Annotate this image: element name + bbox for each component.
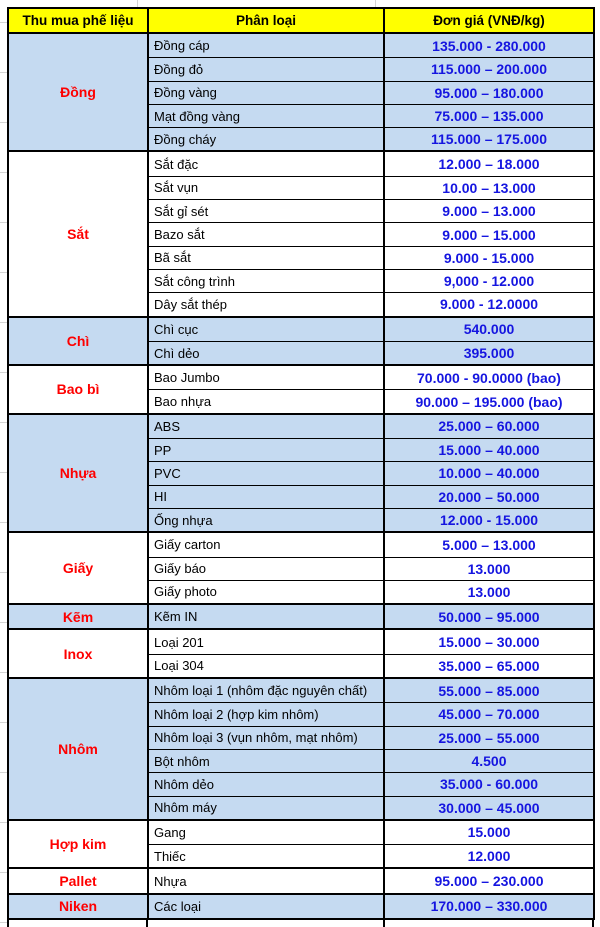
table-row bbox=[149, 654, 593, 677]
table-row bbox=[149, 749, 593, 772]
type-cell[interactable]: Nhôm máy bbox=[149, 797, 385, 819]
table-row bbox=[149, 726, 593, 749]
type-cell[interactable]: Bao Jumbo bbox=[149, 366, 385, 389]
type-cell[interactable]: Đồng đỏ bbox=[149, 58, 385, 80]
gridline-stub-vertical bbox=[137, 0, 138, 7]
price-cell[interactable]: 12.000 bbox=[467, 848, 511, 865]
price-table-body bbox=[9, 32, 593, 918]
table-row bbox=[149, 176, 593, 199]
price-cell[interactable]: 13.000 bbox=[467, 583, 511, 600]
gridline-stub-horizontal bbox=[0, 22, 7, 23]
type-cell[interactable]: Loại 201 bbox=[149, 630, 385, 653]
section bbox=[9, 531, 593, 603]
section-rows bbox=[149, 34, 593, 150]
category-cell[interactable]: Niken bbox=[9, 895, 149, 918]
section-rows bbox=[149, 630, 593, 677]
gridline-stub-horizontal bbox=[0, 122, 7, 123]
gridline-stub-horizontal bbox=[0, 622, 7, 623]
cutoff-row-border bbox=[383, 920, 385, 927]
table-row bbox=[149, 821, 593, 844]
type-cell[interactable]: Nhôm loại 2 (hợp kim nhôm) bbox=[149, 703, 385, 725]
type-cell[interactable]: Chì cục bbox=[149, 318, 385, 341]
section bbox=[9, 628, 593, 677]
section-rows bbox=[149, 318, 593, 365]
header-cell-price[interactable]: Đơn giá (VNĐ/kg) bbox=[433, 13, 545, 28]
category-cell[interactable]: Đồng bbox=[9, 34, 149, 150]
gridline-stub-horizontal bbox=[0, 472, 7, 473]
price-cell[interactable]: 35.000 – 65.000 bbox=[438, 657, 540, 674]
gridline-stub-horizontal bbox=[0, 822, 7, 823]
section bbox=[9, 819, 593, 868]
category-cell[interactable]: Bao bì bbox=[9, 366, 149, 413]
type-cell[interactable]: Loại 304 bbox=[149, 655, 385, 677]
table-row bbox=[149, 461, 593, 484]
table-row bbox=[149, 57, 593, 80]
section bbox=[9, 893, 593, 918]
type-cell[interactable]: Đồng vàng bbox=[149, 82, 385, 104]
price-cell[interactable]: 12.000 - 15.000 bbox=[439, 512, 539, 529]
price-cell[interactable]: 30.000 – 45.000 bbox=[438, 799, 540, 816]
price-cell[interactable]: 35.000 - 60.000 bbox=[439, 776, 539, 793]
type-cell[interactable]: Dây sắt thép bbox=[149, 293, 385, 315]
section-rows bbox=[149, 869, 593, 892]
gridline-stub-horizontal bbox=[0, 572, 7, 573]
price-table bbox=[7, 7, 595, 920]
type-cell[interactable]: PP bbox=[149, 439, 385, 461]
gridline-stub-horizontal bbox=[0, 222, 7, 223]
price-cell[interactable]: 9.000 - 12.0000 bbox=[439, 296, 539, 313]
type-cell[interactable]: Chì dẻo bbox=[149, 342, 385, 364]
gridline-stub-horizontal bbox=[0, 272, 7, 273]
table-row bbox=[149, 341, 593, 364]
type-cell[interactable]: Bao nhựa bbox=[149, 390, 385, 412]
category-cell[interactable]: Inox bbox=[9, 630, 149, 677]
section bbox=[9, 316, 593, 365]
table-row bbox=[149, 895, 593, 918]
price-cell[interactable]: 25.000 – 60.000 bbox=[438, 418, 540, 435]
price-cell[interactable]: 15.000 bbox=[467, 824, 511, 841]
price-cell[interactable]: 95.000 – 180.000 bbox=[434, 84, 544, 101]
price-cell[interactable]: 10.00 – 13.000 bbox=[442, 179, 536, 196]
table-row bbox=[149, 630, 593, 653]
category-cell[interactable]: Chì bbox=[9, 318, 149, 365]
type-cell[interactable]: Sắt vụn bbox=[149, 177, 385, 199]
category-cell[interactable]: Hợp kim bbox=[9, 821, 149, 868]
price-cell[interactable]: 170.000 – 330.000 bbox=[430, 898, 548, 915]
price-cell[interactable]: 540.000 bbox=[463, 321, 515, 338]
price-cell[interactable]: 50.000 – 95.000 bbox=[438, 608, 540, 625]
table-header-row bbox=[9, 9, 593, 32]
cutoff-row-border bbox=[146, 920, 148, 927]
table-row bbox=[149, 580, 593, 603]
type-cell[interactable]: Nhựa bbox=[149, 869, 385, 892]
cutoff-row-border bbox=[592, 920, 594, 927]
type-cell[interactable]: Gang bbox=[149, 821, 385, 844]
type-cell[interactable]: Bazo sắt bbox=[149, 223, 385, 245]
type-cell[interactable]: Nhôm dẻo bbox=[149, 773, 385, 795]
section-rows bbox=[149, 366, 593, 413]
table-row bbox=[149, 508, 593, 531]
table-row bbox=[149, 104, 593, 127]
type-cell[interactable]: Bột nhôm bbox=[149, 750, 385, 772]
price-cell[interactable]: 13.000 bbox=[467, 560, 511, 577]
gridline-stub-horizontal bbox=[0, 722, 7, 723]
table-row bbox=[149, 269, 593, 292]
cutoff-row-border bbox=[7, 920, 9, 927]
table-row bbox=[149, 199, 593, 222]
category-cell[interactable]: Nhựa bbox=[9, 415, 149, 531]
section bbox=[9, 32, 593, 150]
price-cell[interactable]: 4.500 bbox=[471, 753, 507, 770]
category-cell[interactable]: Pallet bbox=[9, 869, 149, 892]
table-row bbox=[149, 844, 593, 867]
price-cell[interactable]: 9.000 – 13.000 bbox=[442, 203, 536, 220]
table-row bbox=[149, 292, 593, 315]
type-cell[interactable]: Sắt gỉ sét bbox=[149, 200, 385, 222]
gridline-stub-horizontal bbox=[0, 72, 7, 73]
price-cell[interactable]: 10.000 – 40.000 bbox=[438, 465, 540, 482]
header-cell-type[interactable]: Phân loại bbox=[149, 9, 385, 32]
gridline-stub-horizontal bbox=[0, 422, 7, 423]
category-cell[interactable]: Sắt bbox=[9, 152, 149, 315]
table-row bbox=[149, 605, 593, 628]
section-rows bbox=[149, 152, 593, 315]
price-cell[interactable]: 15.000 – 30.000 bbox=[438, 634, 540, 651]
table-row bbox=[149, 222, 593, 245]
gridline-stub-horizontal bbox=[0, 872, 7, 873]
type-cell[interactable]: Đồng cáp bbox=[149, 34, 385, 57]
gridline-stub-horizontal bbox=[0, 322, 7, 323]
section bbox=[9, 677, 593, 819]
price-cell[interactable]: 75.000 – 135.000 bbox=[434, 108, 544, 125]
price-cell[interactable]: 135.000 - 280.000 bbox=[432, 37, 546, 54]
table-row bbox=[149, 679, 593, 702]
price-cell[interactable]: 395.000 bbox=[463, 345, 515, 361]
table-row bbox=[149, 81, 593, 104]
type-cell[interactable]: Đồng cháy bbox=[149, 128, 385, 150]
type-cell[interactable]: Nhôm loại 1 (nhôm đặc nguyên chất) bbox=[149, 679, 385, 702]
section-rows bbox=[149, 895, 593, 918]
price-cell[interactable]: 15.000 – 40.000 bbox=[438, 442, 540, 459]
price-cell[interactable]: 9.000 - 15.000 bbox=[443, 249, 535, 266]
price-cell[interactable]: 55.000 – 85.000 bbox=[438, 682, 540, 699]
gridline-stub-horizontal bbox=[0, 672, 7, 673]
table-row bbox=[149, 318, 593, 341]
section bbox=[9, 413, 593, 531]
type-cell[interactable]: Giấy photo bbox=[149, 581, 385, 603]
category-cell[interactable]: Giấy bbox=[9, 533, 149, 603]
type-cell[interactable]: Giấy carton bbox=[149, 533, 385, 556]
type-cell[interactable]: Sắt đặc bbox=[149, 152, 385, 175]
price-cell[interactable]: 115.000 – 175.000 bbox=[430, 131, 547, 148]
price-cell[interactable]: 25.000 – 55.000 bbox=[438, 729, 540, 746]
table-row bbox=[149, 557, 593, 580]
gridline-stub-horizontal bbox=[0, 922, 7, 923]
type-cell[interactable]: Kẽm IN bbox=[149, 605, 385, 628]
section-rows bbox=[149, 533, 593, 603]
gridline-stub-horizontal bbox=[0, 772, 7, 773]
type-cell[interactable]: HI bbox=[149, 486, 385, 508]
table-row bbox=[149, 702, 593, 725]
type-cell[interactable]: Các loại bbox=[149, 895, 385, 918]
price-cell[interactable]: 45.000 – 70.000 bbox=[438, 706, 540, 723]
section bbox=[9, 603, 593, 628]
gridline-stub-horizontal bbox=[0, 172, 7, 173]
price-cell[interactable]: 70.000 - 90.0000 (bao) bbox=[417, 369, 561, 386]
section-rows bbox=[149, 605, 593, 628]
section-rows bbox=[149, 679, 593, 819]
type-cell[interactable]: Thiếc bbox=[149, 845, 385, 867]
table-row bbox=[149, 415, 593, 438]
table-row bbox=[149, 246, 593, 269]
section-rows bbox=[149, 821, 593, 868]
category-cell[interactable]: Nhôm bbox=[9, 679, 149, 819]
table-row bbox=[149, 389, 593, 412]
price-cell[interactable]: 95.000 – 230.000 bbox=[434, 873, 544, 890]
type-cell[interactable]: Mạt đồng vàng bbox=[149, 105, 385, 127]
price-cell[interactable]: 9.000 – 15.000 bbox=[442, 226, 536, 243]
type-cell[interactable]: ABS bbox=[149, 415, 385, 438]
gridline-stub-horizontal bbox=[0, 372, 7, 373]
header-cell-category[interactable]: Thu mua phế liệu bbox=[9, 9, 149, 32]
table-row bbox=[149, 127, 593, 150]
price-cell[interactable]: 9,000 - 12.000 bbox=[443, 273, 535, 290]
gridline-stub-horizontal bbox=[0, 522, 7, 523]
type-cell[interactable]: Nhôm loại 3 (vụn nhôm, mạt nhôm) bbox=[149, 727, 385, 749]
section bbox=[9, 364, 593, 413]
category-cell[interactable]: Kẽm bbox=[9, 605, 149, 628]
type-cell[interactable]: PVC bbox=[149, 462, 385, 484]
price-cell[interactable]: 115.000 – 200.000 bbox=[430, 61, 547, 78]
type-cell[interactable]: Ống nhựa bbox=[149, 509, 385, 531]
section bbox=[9, 867, 593, 892]
section-rows bbox=[149, 415, 593, 531]
table-row bbox=[149, 796, 593, 819]
table-row bbox=[149, 772, 593, 795]
type-cell[interactable]: Bã sắt bbox=[149, 247, 385, 269]
table-row bbox=[149, 366, 593, 389]
table-row bbox=[149, 152, 593, 175]
type-cell[interactable]: Sắt công trình bbox=[149, 270, 385, 292]
table-row bbox=[149, 485, 593, 508]
section bbox=[9, 150, 593, 315]
type-cell[interactable]: Giấy báo bbox=[149, 558, 385, 580]
gridline-stub-vertical bbox=[375, 0, 376, 7]
price-cell[interactable]: 12.000 – 18.000 bbox=[438, 156, 540, 173]
price-cell[interactable]: 20.000 – 50.000 bbox=[438, 488, 540, 505]
table-row bbox=[149, 869, 593, 892]
table-row bbox=[149, 34, 593, 57]
price-cell[interactable]: 90.000 – 195.000 (bao) bbox=[415, 393, 563, 410]
table-row bbox=[149, 438, 593, 461]
table-row bbox=[149, 533, 593, 556]
price-cell[interactable]: 5.000 – 13.000 bbox=[442, 536, 536, 553]
